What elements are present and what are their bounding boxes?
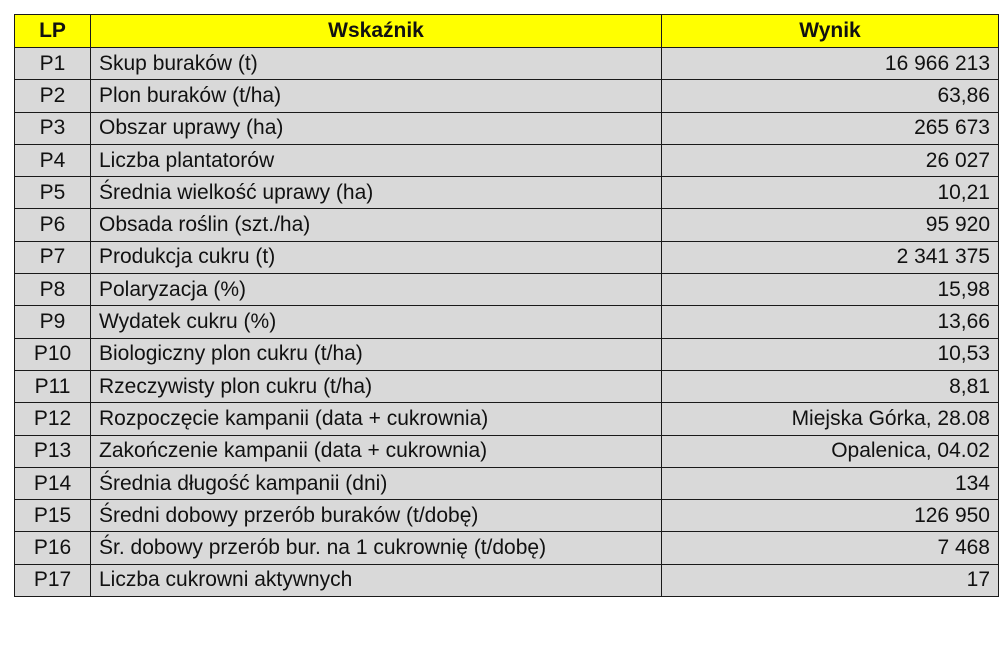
- row-indicator-cell: Liczba cukrowni aktywnych: [91, 564, 662, 596]
- row-lp-cell: P2: [15, 80, 91, 112]
- table-body: [15, 48, 999, 597]
- header-result: Wynik: [662, 15, 999, 48]
- row-indicator-cell: Wydatek cukru (%): [91, 306, 662, 338]
- header-lp: LP: [15, 15, 91, 48]
- header-row: [15, 15, 999, 48]
- row-indicator-cell: Rozpoczęcie kampanii (data + cukrownia): [91, 403, 662, 435]
- table-row: [15, 435, 999, 467]
- row-lp-cell: P1: [15, 48, 91, 80]
- row-result-cell: 126 950: [662, 500, 999, 532]
- table-row: [15, 177, 999, 209]
- row-lp-cell: P10: [15, 338, 91, 370]
- row-result-cell: 26 027: [662, 144, 999, 176]
- row-indicator-cell: Zakończenie kampanii (data + cukrownia): [91, 435, 662, 467]
- row-lp-cell: P15: [15, 500, 91, 532]
- row-lp-cell: P16: [15, 532, 91, 564]
- row-result-cell: Opalenica, 04.02: [662, 435, 999, 467]
- table-row: [15, 241, 999, 273]
- table-row: [15, 306, 999, 338]
- row-result-cell: 2 341 375: [662, 241, 999, 273]
- row-lp-cell: P11: [15, 370, 91, 402]
- row-result-cell: 10,53: [662, 338, 999, 370]
- row-indicator-cell: Średnia długość kampanii (dni): [91, 467, 662, 499]
- row-result-cell: 134: [662, 467, 999, 499]
- row-indicator-cell: Liczba plantatorów: [91, 144, 662, 176]
- row-lp-cell: P6: [15, 209, 91, 241]
- row-lp-cell: P5: [15, 177, 91, 209]
- row-indicator-cell: Biologiczny plon cukru (t/ha): [91, 338, 662, 370]
- row-result-cell: 8,81: [662, 370, 999, 402]
- row-indicator-cell: Plon buraków (t/ha): [91, 80, 662, 112]
- indicators-table: [14, 14, 999, 597]
- row-indicator-cell: Obszar uprawy (ha): [91, 112, 662, 144]
- row-result-cell: 265 673: [662, 112, 999, 144]
- row-indicator-cell: Śr. dobowy przerób bur. na 1 cukrownię (t/dobę): [91, 532, 662, 564]
- row-result-cell: Miejska Górka, 28.08: [662, 403, 999, 435]
- row-indicator-cell: Rzeczywisty plon cukru (t/ha): [91, 370, 662, 402]
- row-indicator-cell: Średni dobowy przerób buraków (t/dobę): [91, 500, 662, 532]
- table-row: [15, 467, 999, 499]
- row-lp-cell: P13: [15, 435, 91, 467]
- table-row: [15, 370, 999, 402]
- row-result-cell: 10,21: [662, 177, 999, 209]
- table-row: [15, 403, 999, 435]
- row-lp-cell: P7: [15, 241, 91, 273]
- table-row: [15, 112, 999, 144]
- header-indicator: Wskaźnik: [91, 15, 662, 48]
- table-row: [15, 80, 999, 112]
- table-row: [15, 144, 999, 176]
- row-lp-cell: P8: [15, 274, 91, 306]
- table-row: [15, 532, 999, 564]
- table-row: [15, 48, 999, 80]
- row-indicator-cell: Obsada roślin (szt./ha): [91, 209, 662, 241]
- row-lp-cell: P3: [15, 112, 91, 144]
- row-result-cell: 95 920: [662, 209, 999, 241]
- row-indicator-cell: Produkcja cukru (t): [91, 241, 662, 273]
- table-row: [15, 564, 999, 596]
- row-indicator-cell: Polaryzacja (%): [91, 274, 662, 306]
- row-result-cell: 17: [662, 564, 999, 596]
- row-indicator-cell: Średnia wielkość uprawy (ha): [91, 177, 662, 209]
- row-result-cell: 15,98: [662, 274, 999, 306]
- table-header: [15, 15, 999, 48]
- table-row: [15, 338, 999, 370]
- row-indicator-cell: Skup buraków (t): [91, 48, 662, 80]
- row-lp-cell: P9: [15, 306, 91, 338]
- table-row: [15, 500, 999, 532]
- row-result-cell: 7 468: [662, 532, 999, 564]
- row-lp-cell: P12: [15, 403, 91, 435]
- row-lp-cell: P14: [15, 467, 91, 499]
- row-result-cell: 16 966 213: [662, 48, 999, 80]
- table-row: [15, 209, 999, 241]
- table-row: [15, 274, 999, 306]
- row-lp-cell: P4: [15, 144, 91, 176]
- row-result-cell: 13,66: [662, 306, 999, 338]
- row-lp-cell: P17: [15, 564, 91, 596]
- row-result-cell: 63,86: [662, 80, 999, 112]
